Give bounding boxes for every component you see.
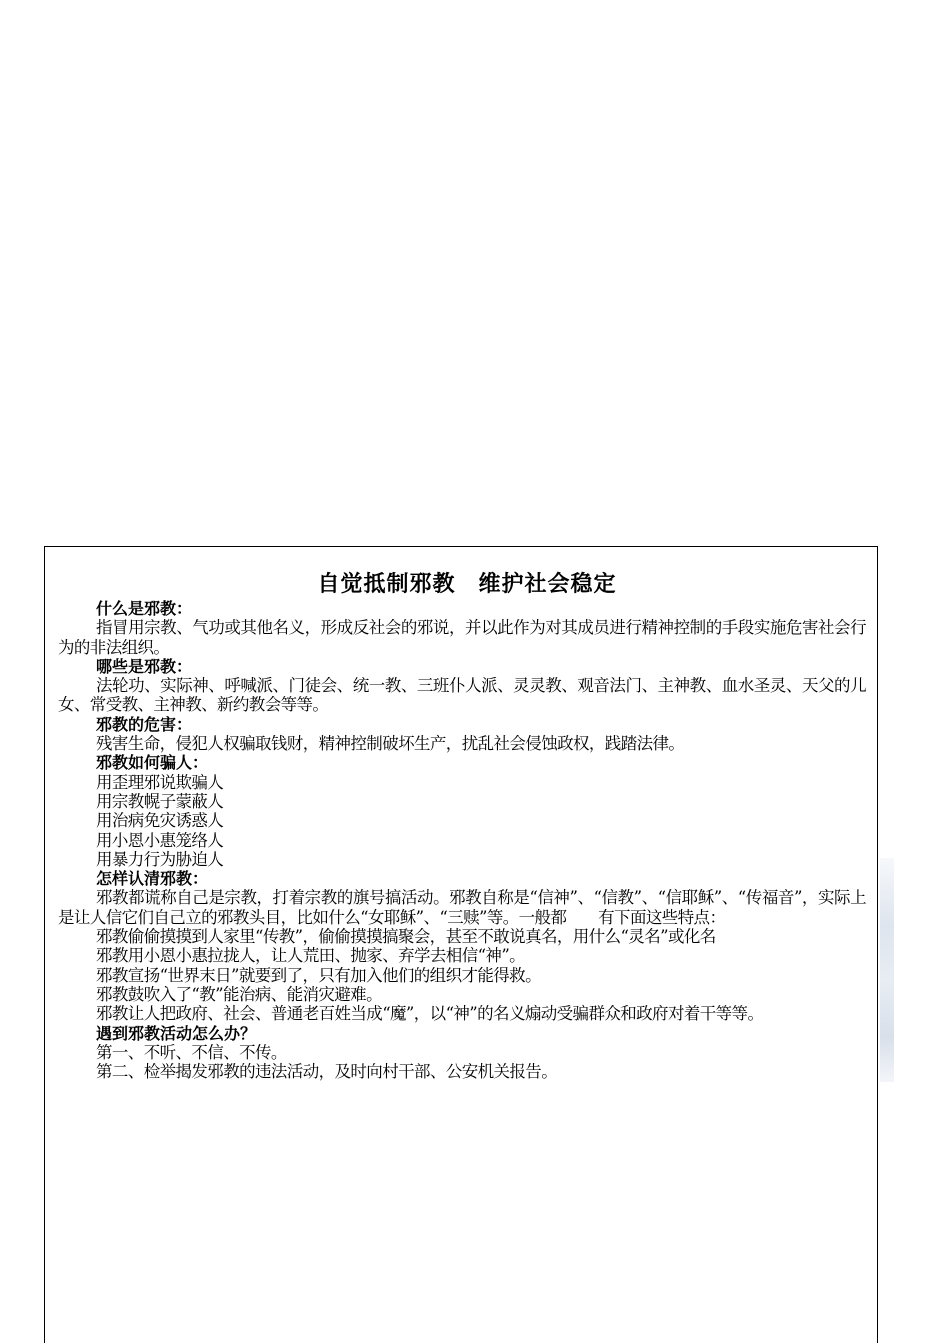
section-heading-what-to-do: 遇到邪教活动怎么办？	[96, 1023, 257, 1043]
action-item: 第一、不听、不信、不传。	[96, 1042, 287, 1062]
deception-item: 用暴力行为胁迫人	[96, 849, 224, 869]
section-heading-harm: 邪教的危害：	[96, 714, 193, 734]
action-item: 第二、检举揭发邪教的违法活动，及时向村干部、公安机关报告。	[96, 1062, 558, 1082]
deception-item: 用宗教幌子蒙蔽人	[96, 791, 224, 811]
section-heading-deception: 邪教如何骗人：	[96, 753, 209, 773]
harm-paragraph: 残害生命，侵犯人权骗取钱财，精神控制破坏生产，扰乱社会侵蚀政权，践踏法律。	[96, 734, 685, 754]
recognize-trait: 邪教宣扬“世界末日”就要到了，只有加入他们的组织才能得救。	[96, 965, 541, 985]
deception-item: 用歪理邪说欺骗人	[96, 772, 224, 792]
recognize-paragraph: 邪教都谎称自己是宗教，打着宗教的旗号搞活动。邪教自称是“信神”、“信教”、“信耶稣”、“传福音”，实际上是让人信它们自己立的邪教头目，比如什么“女耶稣”、“三赎”等。一般都 有下面这些特点：	[58, 888, 866, 927]
section-heading-what-is-cult: 什么是邪教：	[96, 599, 193, 618]
recognize-trait: 邪教鼓吹入了“教”能治病、能消灾避难。	[96, 984, 382, 1004]
document-title: 自觉抵制邪教 维护社会稳定	[317, 572, 617, 597]
section-heading-which-are-cults: 哪些是邪教：	[96, 656, 193, 676]
recognize-trait: 邪教偷偷摸摸到人家里“传教”，偷偷摸摸搞聚会，甚至不敢说真名，用什么“灵名”或化名	[96, 927, 716, 947]
cult-list-paragraph: 法轮功、实际神、呼喊派、门徒会、统一教、三班仆人派、灵灵教、观音法门、主神教、血水圣灵、天父的儿女、常受教、主神教、新约教会等等。	[58, 676, 866, 715]
recognize-trait: 邪教让人把政府、社会、普通老百姓当成“魔”，以“神”的名义煽动受骗群众和政府对着干等等。	[96, 1004, 764, 1024]
deception-item: 用治病免灾诱惑人	[96, 811, 224, 831]
side-decoration	[880, 858, 894, 1082]
definition-paragraph: 指冒用宗教、气功或其他名义，形成反社会的邪说，并以此作为对其成员进行精神控制的手段实施危害社会行为的非法组织。	[58, 618, 866, 657]
deception-item: 用小恩小惠笼络人	[96, 830, 224, 850]
document-body	[58, 599, 866, 1081]
recognize-trait: 邪教用小恩小惠拉拢人，让人荒田、抛家、弃学去相信“神”。	[96, 946, 526, 966]
section-heading-recognize: 怎样认清邪教：	[96, 869, 209, 889]
